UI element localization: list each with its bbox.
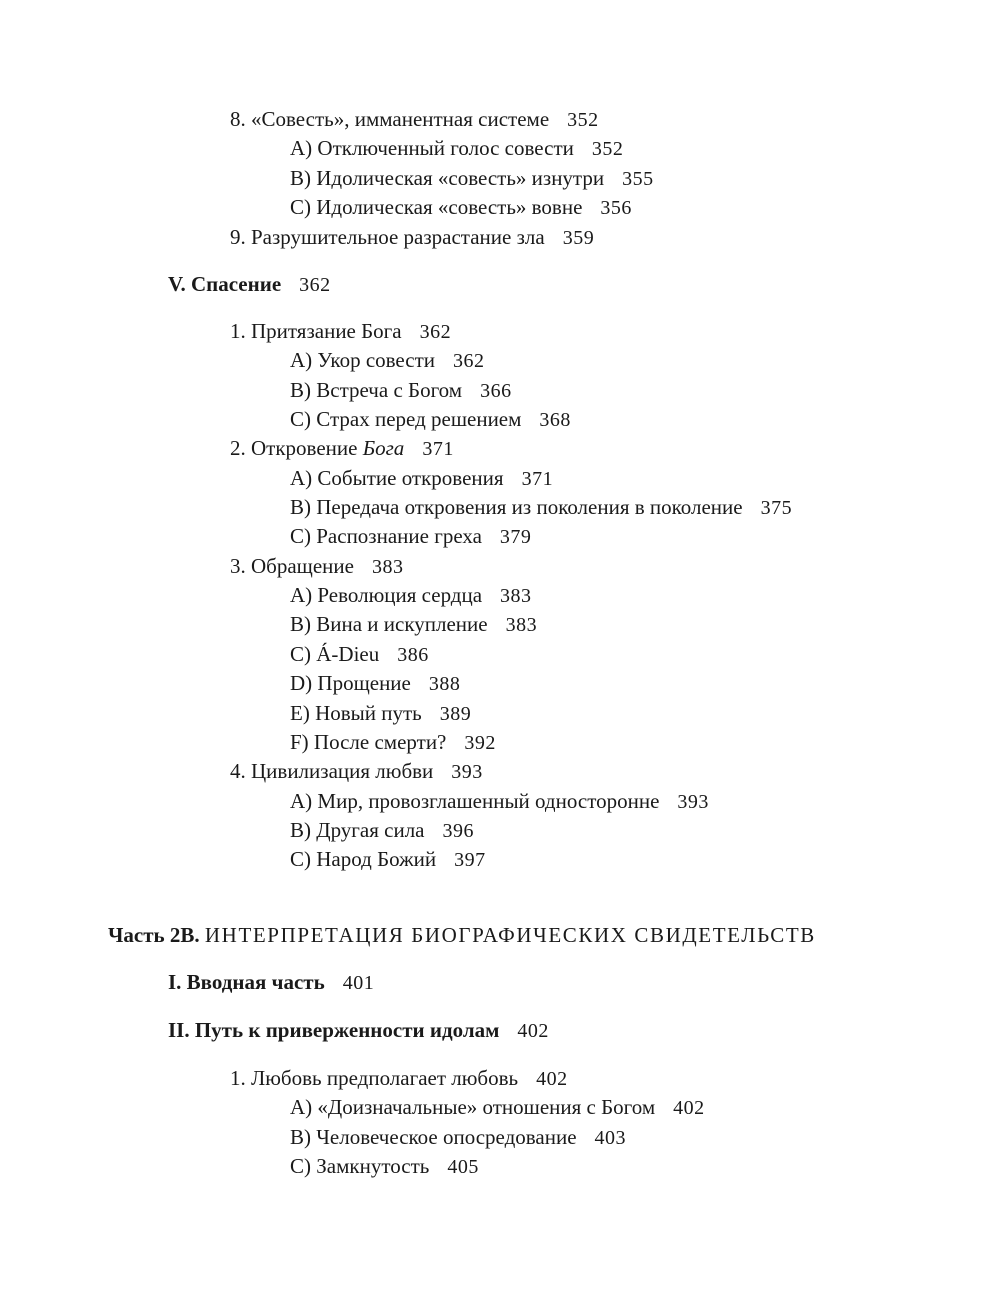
toc-label: C) Страх перед решением: [290, 407, 522, 431]
toc-label: B) Передача откровения из поколения в поколение: [290, 495, 743, 519]
toc-label: C) Распознание греха: [290, 524, 482, 548]
toc-page-number: 356: [600, 197, 632, 219]
toc-page-number: 389: [439, 703, 472, 725]
toc-label: B) Другая сила: [290, 818, 425, 842]
toc-entry: [290, 700, 471, 727]
toc-entry: [290, 1153, 479, 1180]
toc-entry: [230, 106, 599, 133]
toc-entry: [290, 1124, 626, 1151]
toc-entry: [290, 670, 460, 697]
toc-label: 1. Любовь предполагает любовь: [230, 1066, 519, 1090]
toc-section-title: II. Путь к приверженности идолам: [168, 1018, 500, 1042]
toc-label: D) Прощение: [290, 671, 411, 695]
toc-entry: [290, 406, 571, 433]
toc-page-number: 393: [451, 761, 483, 783]
toc-section-title: I. Вводная часть: [168, 970, 325, 994]
toc-page-number: 397: [454, 849, 486, 871]
toc-page-number: 383: [500, 585, 532, 607]
toc-page-number: 383: [505, 614, 538, 636]
toc-label: A) Укор совести: [290, 348, 436, 372]
toc-label: A) Революция сердца: [290, 583, 483, 607]
toc-page-number: 352: [591, 138, 624, 160]
toc-label: 1. Притязание Бога: [230, 319, 402, 343]
toc-page-number: 386: [397, 644, 429, 666]
toc-section: [168, 1017, 549, 1044]
toc-page-number: 388: [428, 673, 461, 695]
toc-label: B) Встреча с Богом: [290, 378, 463, 402]
toc-page-number: 379: [499, 526, 532, 548]
toc-entry: [290, 135, 623, 162]
toc-page-number: 375: [760, 497, 793, 519]
toc-section-title: V. Спасение: [168, 272, 282, 296]
toc-part-title: ИНТЕРПРЕТАЦИЯ БИОГРАФИЧЕСКИХ СВИДЕТЕЛЬСТВ: [204, 923, 816, 947]
toc-section: [168, 969, 374, 996]
toc-label: 8. «Совесть», имманентная системе: [230, 107, 550, 131]
toc-page-number: 362: [453, 350, 485, 372]
toc-page-number: 383: [371, 556, 404, 578]
toc-part-heading: [108, 922, 816, 948]
toc-label: 2. Откровение: [230, 436, 363, 460]
toc-entry: [290, 641, 429, 668]
toc-page-number: 402: [673, 1097, 705, 1119]
toc-entry: [290, 494, 792, 521]
toc-part-label: Часть 2B.: [108, 923, 200, 947]
toc-label: C) Замкнутость: [290, 1154, 430, 1178]
toc-label: C) Народ Божий: [290, 847, 437, 871]
toc-page-number: 393: [677, 791, 709, 813]
toc-label: 3. Обращение: [230, 554, 354, 578]
toc-entry: [290, 582, 532, 609]
toc-page-number: 368: [539, 409, 571, 431]
toc-entry: [290, 347, 485, 374]
toc-entry: [290, 846, 486, 873]
toc-label: A) «Доизначальные» отношения с Богом: [290, 1095, 656, 1119]
toc-entry: [230, 758, 483, 785]
toc-entry: [230, 435, 454, 462]
toc-entry: [290, 377, 512, 404]
toc-page-number: 355: [622, 168, 654, 190]
toc-label: C) Á-Dieu: [290, 642, 380, 666]
toc-label: E) Новый путь: [290, 701, 422, 725]
toc-page-number: 402: [517, 1020, 549, 1042]
toc-label: 9. Разрушительное разрастание зла: [230, 225, 545, 249]
toc-entry: [290, 165, 654, 192]
toc-page-number: 371: [422, 438, 454, 460]
toc-entry: [230, 318, 451, 345]
toc-label-italic: Бога: [362, 436, 405, 460]
toc-page-number: 366: [480, 380, 512, 402]
toc-page-number: 405: [447, 1156, 479, 1178]
toc-page-number: 403: [594, 1127, 627, 1149]
toc-entry: [290, 194, 632, 221]
toc-page-number: 371: [521, 468, 554, 490]
toc-label: B) Вина и искупление: [290, 612, 488, 636]
toc-label: F) После смерти?: [290, 730, 447, 754]
toc-page-number: 402: [536, 1068, 568, 1090]
toc-entry: [230, 224, 594, 251]
toc-label: A) Событие откровения: [290, 466, 504, 490]
toc-page-number: 352: [567, 109, 599, 131]
toc-page-number: 401: [342, 972, 375, 994]
toc-page-number: 359: [562, 227, 595, 249]
toc-entry: [290, 465, 553, 492]
toc-label: C) Идолическая «совесть» вовне: [290, 195, 583, 219]
toc-entry: [290, 729, 496, 756]
toc-section: [168, 271, 331, 298]
toc-entry: [290, 788, 709, 815]
toc-page-number: 362: [299, 274, 331, 296]
toc-label: B) Идолическая «совесть» изнутри: [290, 166, 605, 190]
toc-page-number: 392: [464, 732, 496, 754]
toc-entry: [290, 1094, 705, 1121]
toc-entry: [290, 523, 531, 550]
toc-label: B) Человеческое опосредование: [290, 1125, 577, 1149]
toc-page-number: 362: [419, 321, 452, 343]
toc-label: A) Мир, провозглашенный односторонне: [290, 789, 660, 813]
toc-entry: [230, 1065, 568, 1092]
toc-entry: [230, 553, 403, 580]
toc-page-number: 396: [442, 820, 475, 842]
toc-entry: [290, 611, 537, 638]
toc-label: A) Отключенный голос совести: [290, 136, 574, 160]
toc-label: 4. Цивилизация любви: [230, 759, 434, 783]
toc-entry: [290, 817, 474, 844]
